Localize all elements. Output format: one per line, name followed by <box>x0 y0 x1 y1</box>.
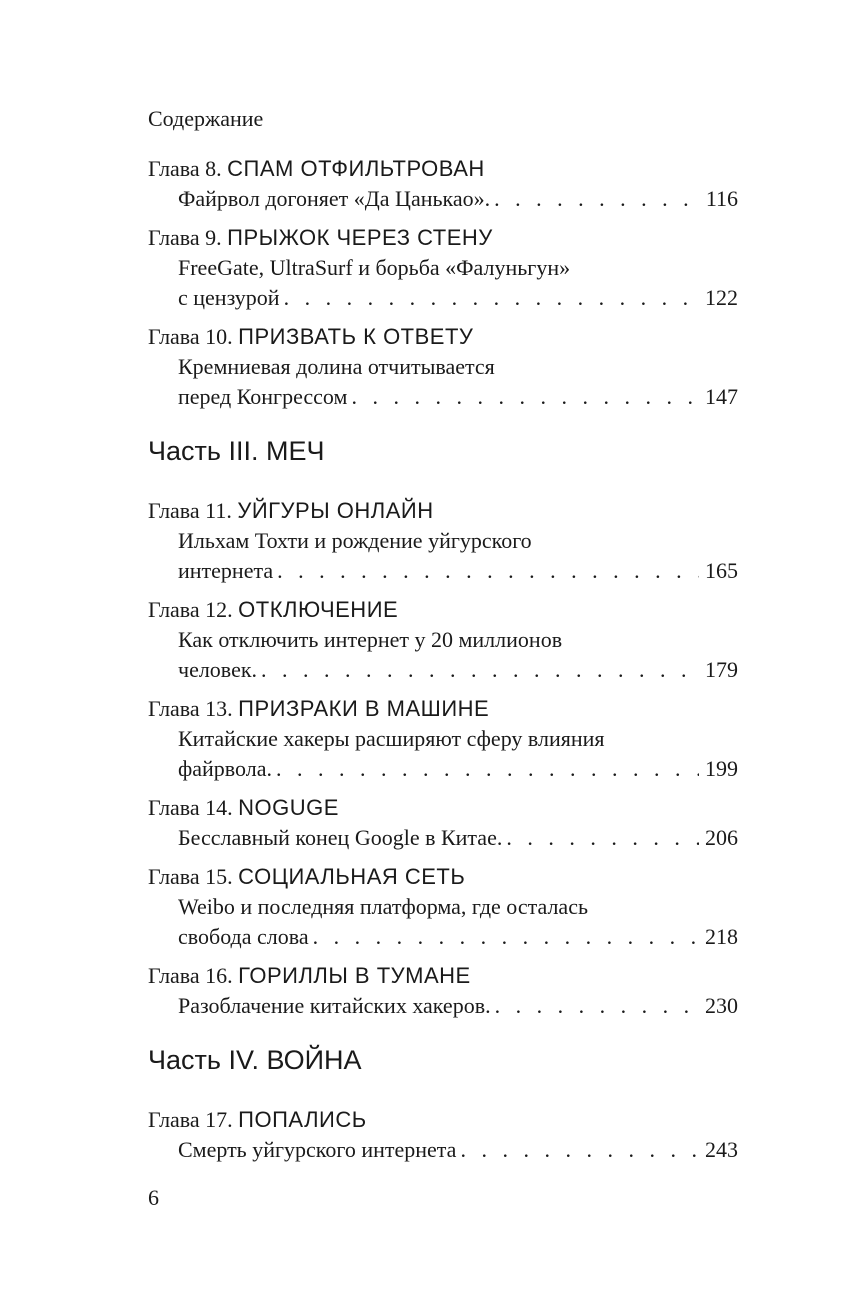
chapter-subtitle-line: FreeGate, UltraSurf и борьба «Фалуньгун» <box>178 255 571 280</box>
chapter-subtitle-text: интернета <box>178 558 274 583</box>
chapter-number: Глава 16. <box>148 963 233 988</box>
chapter-subtitle-last-line <box>148 382 738 412</box>
chapter-number: Глава 12. <box>148 597 233 622</box>
toc-chapter-entry <box>148 322 738 412</box>
chapter-title: ОТКЛЮЧЕНИЕ <box>238 597 399 622</box>
chapter-subtitle-last-line <box>148 283 738 313</box>
chapter-number: Глава 15. <box>148 864 233 889</box>
dot-leader <box>494 184 700 214</box>
chapter-heading <box>148 322 738 352</box>
chapter-number: Глава 14. <box>148 795 233 820</box>
chapter-title: NOGUGE <box>238 795 339 820</box>
chapter-subtitle-text: свобода слова <box>178 924 309 949</box>
chapter-subtitle-text: Разоблачение китайских хакеров. <box>178 993 491 1018</box>
chapter-subtitle-text: файрвола. <box>178 756 272 781</box>
dot-leader <box>284 283 699 313</box>
chapter-subtitle-last-line <box>148 754 738 784</box>
chapter-subtitle-line: Weibo и последняя платформа, где осталась <box>178 894 588 919</box>
chapter-subtitle-last-line <box>148 823 738 853</box>
chapter-heading <box>148 595 738 625</box>
dot-leader <box>495 991 699 1021</box>
page-reference: 218 <box>705 924 738 949</box>
chapter-subtitle-last-line <box>148 556 738 586</box>
chapter-heading <box>148 793 738 823</box>
page-reference: 243 <box>705 1137 738 1162</box>
chapter-subtitle-text: человек. <box>178 657 258 682</box>
chapter-title: ПРИЗВАТЬ К ОТВЕТУ <box>238 324 474 349</box>
chapter-subtitle-text: с цензурой <box>178 285 280 310</box>
page-reference: 165 <box>705 558 738 583</box>
chapter-heading <box>148 496 738 526</box>
toc-chapter-entry <box>148 694 738 784</box>
chapter-title: ПРЫЖОК ЧЕРЕЗ СТЕНУ <box>227 225 493 250</box>
chapter-title: УЙГУРЫ ОНЛАЙН <box>237 498 434 523</box>
page-reference: 122 <box>705 285 738 310</box>
toc-chapter-entry <box>148 1105 738 1165</box>
page-reference: 179 <box>705 657 738 682</box>
dot-leader <box>277 556 699 586</box>
toc-chapter-entry <box>148 595 738 685</box>
chapter-subtitle-text: перед Конгрессом <box>178 384 348 409</box>
chapter-number: Глава 8. <box>148 156 222 181</box>
chapter-subtitle-last-line <box>148 1135 738 1165</box>
part-heading: Часть IV. ВОЙНА <box>148 1045 362 1075</box>
chapter-subtitle-last-line <box>148 991 738 1021</box>
chapter-number: Глава 9. <box>148 225 222 250</box>
running-header: Содержание <box>148 106 264 131</box>
toc-chapter-entry <box>148 961 738 1021</box>
toc-chapter-entry <box>148 223 738 313</box>
chapter-subtitle-text: Бесславный конец Google в Китае. <box>178 825 503 850</box>
chapter-heading <box>148 223 738 253</box>
chapter-subtitle-text: Смерть уйгурского интернета <box>178 1137 457 1162</box>
dot-leader <box>276 754 699 784</box>
chapter-heading <box>148 862 738 892</box>
page-reference: 230 <box>705 993 738 1018</box>
chapter-title: ПОПАЛИСЬ <box>238 1107 367 1132</box>
chapter-heading <box>148 1105 738 1135</box>
chapter-number: Глава 17. <box>148 1107 233 1132</box>
chapter-subtitle-line: Китайские хакеры расширяют сферу влияния <box>178 726 605 751</box>
chapter-heading <box>148 154 738 184</box>
part-heading: Часть III. МЕЧ <box>148 436 325 466</box>
toc-chapter-entry <box>148 862 738 952</box>
chapter-title: СПАМ ОТФИЛЬТРОВАН <box>227 156 485 181</box>
chapter-subtitle-line: Кремниевая долина отчитывается <box>178 354 495 379</box>
chapter-subtitle-line: Как отключить интернет у 20 миллионов <box>178 627 563 652</box>
dot-leader <box>351 382 699 412</box>
dot-leader <box>313 922 699 952</box>
page-number: 6 <box>148 1185 159 1210</box>
toc-chapter-entry <box>148 793 738 853</box>
chapter-subtitle-text: Файрвол догоняет «Да Цанькао». <box>178 186 491 211</box>
chapter-title: ПРИЗРАКИ В МАШИНЕ <box>238 696 490 721</box>
chapter-heading <box>148 961 738 991</box>
page-reference: 206 <box>705 825 738 850</box>
dot-leader <box>261 655 699 685</box>
chapter-title: ГОРИЛЛЫ В ТУМАНЕ <box>238 963 471 988</box>
toc-chapter-entry <box>148 154 738 214</box>
table-of-contents <box>148 154 738 1174</box>
chapter-title: СОЦИАЛЬНАЯ СЕТЬ <box>238 864 466 889</box>
chapter-number: Глава 10. <box>148 324 233 349</box>
page-reference: 147 <box>705 384 738 409</box>
toc-chapter-entry <box>148 496 738 586</box>
chapter-subtitle-last-line <box>148 922 738 952</box>
dot-leader <box>460 1135 699 1165</box>
page-reference: 199 <box>705 756 738 781</box>
chapter-subtitle-last-line <box>148 655 738 685</box>
chapter-heading <box>148 694 738 724</box>
chapter-subtitle-line: Ильхам Тохти и рождение уйгурского <box>178 528 532 553</box>
chapter-number: Глава 13. <box>148 696 233 721</box>
dot-leader <box>506 823 699 853</box>
chapter-subtitle-last-line <box>148 184 738 214</box>
chapter-number: Глава 11. <box>148 498 232 523</box>
page-reference: 116 <box>705 186 738 211</box>
